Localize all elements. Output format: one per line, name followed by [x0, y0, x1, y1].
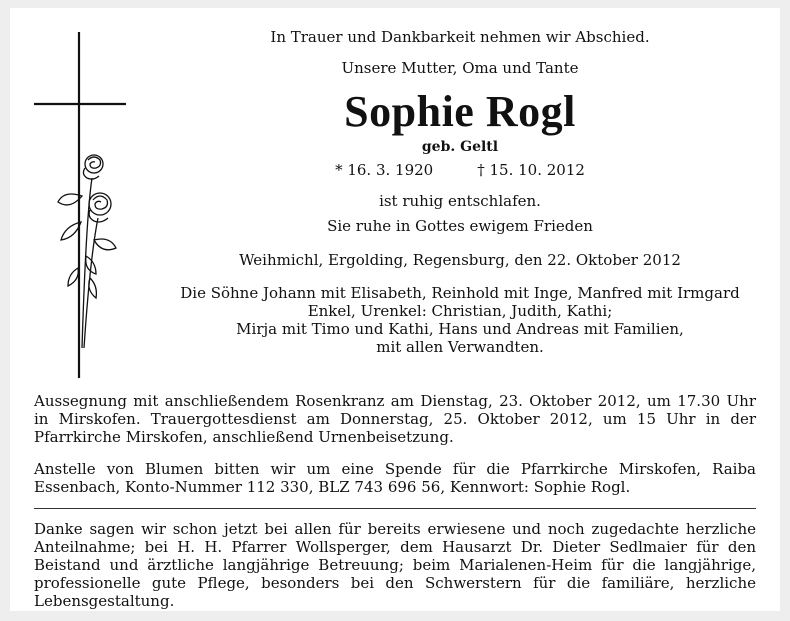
- cross-icon: [34, 32, 126, 378]
- service-details: Aussegnung mit anschließendem Rosenkranz am Dienstag, 23. Oktober 2012, um 17.30 Uhr in Mirskofen. Trauergottesdienst am Donnerstag, 25. Oktober 2012, um 15 Uhr in der Pfarrkirche Mirskofen, anschließend Urnenbeisetzung.: [34, 392, 756, 446]
- deceased-name: Sophie Rogl: [344, 87, 576, 136]
- death-date: † 15. 10. 2012: [477, 161, 585, 179]
- life-dates: [160, 161, 760, 180]
- divider: [34, 508, 756, 509]
- place-and-date: Weihmichl, Ergolding, Regensburg, den 22. Oktober 2012: [239, 251, 681, 269]
- birth-name: geb. Geltl: [421, 139, 499, 155]
- donation-request: Anstelle von Blumen bitten wir um eine Spende für die Pfarrkirche Mirskofen, Raiba Essenbach, Konto-Nummer 112 330, BLZ 743 696 56, Kennwort: Sophie Rogl.: [34, 460, 756, 496]
- announcement-header: [160, 26, 760, 356]
- family-line: mit allen Verwandten.: [376, 338, 544, 356]
- intro-line-2: Unsere Mutter, Oma und Tante: [341, 59, 579, 77]
- family-line: Enkel, Urenkel: Christian, Judith, Kathi;: [307, 302, 613, 320]
- intro-line-1: In Trauer und Dankbarkeit nehmen wir Abschied.: [270, 28, 650, 46]
- rest-line: Sie ruhe in Gottes ewigem Frieden: [327, 217, 593, 235]
- cross-with-roses-icon: [34, 28, 144, 380]
- family-line: Die Söhne Johann mit Elisabeth, Reinhold mit Inge, Manfred mit Irmgard: [180, 284, 740, 302]
- obituary-card: [10, 8, 780, 611]
- thanks-note: Danke sagen wir schon jetzt bei allen für bereits erwiesene und noch zugedachte herzliche Anteilnahme; bei H. H. Pfarrer Wollsperger, dem Hausarzt Dr. Dieter Sedlmaier für den Beistand und ärztliche langjährige Betreuung; beim Marialenen-Heim für die langjährige, professionelle gute Pflege, besonders bei den Schwerstern für die familiäre, herzliche Lebensgestaltung.: [34, 520, 756, 610]
- birth-date: * 16. 3. 1920: [335, 161, 434, 179]
- passed-line: ist ruhig entschlafen.: [379, 192, 541, 210]
- family-line: Mirja mit Timo und Kathi, Hans und Andreas mit Familien,: [236, 320, 684, 338]
- roses-icon: [58, 155, 116, 348]
